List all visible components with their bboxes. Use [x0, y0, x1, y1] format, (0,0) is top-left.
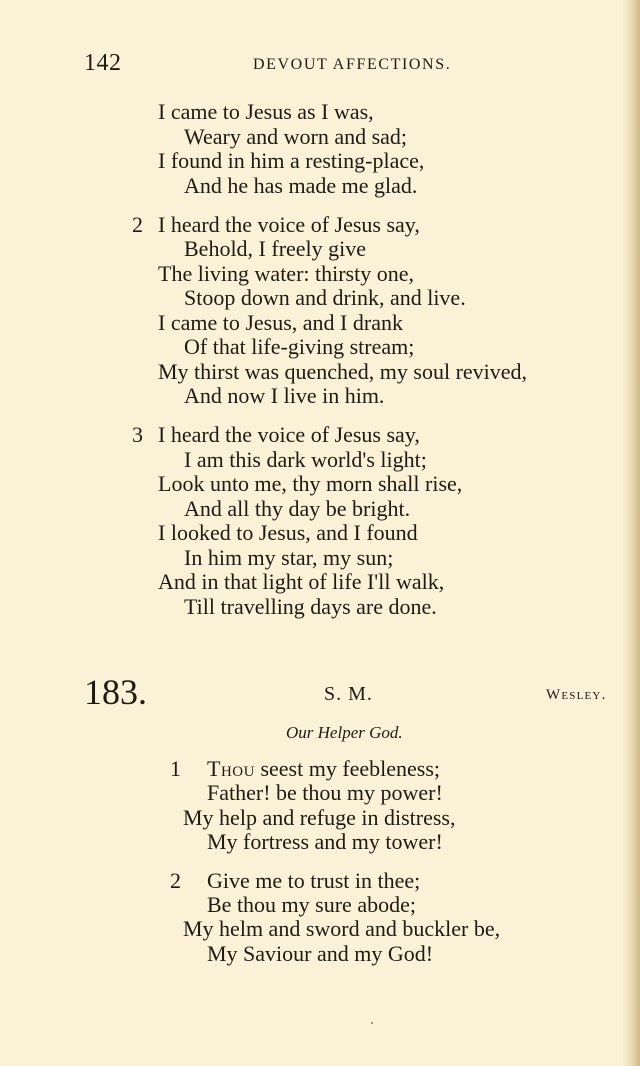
verse-line: I came to Jesus, and I drank — [158, 310, 403, 335]
verse-line: And he has made me glad. — [184, 173, 418, 198]
page-number: 142 — [84, 50, 122, 76]
verse-line: My help and refuge in distress, — [183, 805, 456, 830]
verse-line: I heard the voice of Jesus say, — [158, 212, 420, 237]
page-edge-shadow — [622, 0, 640, 1066]
verse-line: Of that life-giving stream; — [184, 334, 415, 359]
running-title: DEVOUT AFFECTIONS. — [253, 56, 452, 73]
verse-line: Weary and worn and sad; — [184, 124, 408, 149]
verse-line-first — [207, 758, 440, 780]
drop-word: Thou — [207, 756, 255, 781]
verse-line: I came to Jesus as I was, — [158, 99, 374, 124]
verse-line: My Saviour and my God! — [207, 941, 434, 966]
verse-line: Look unto me, thy morn shall rise, — [158, 471, 463, 496]
page-header — [0, 48, 640, 80]
verse-line: I looked to Jesus, and I found — [158, 520, 418, 545]
page-mark — [371, 1022, 373, 1024]
stanza-number: 3 — [132, 422, 143, 447]
stanza-number: 1 — [170, 756, 181, 781]
verse-line: And all thy day be bright. — [184, 496, 411, 521]
hymn-meter: S. M. — [324, 683, 373, 705]
verse-line: I am this dark world's light; — [184, 447, 427, 472]
hymn-author: Wesley. — [546, 687, 607, 703]
verse-line: My helm and sword and buckler be, — [183, 916, 501, 941]
verse-line: Be thou my sure abode; — [207, 892, 416, 917]
verse-line: The living water: thirsty one, — [158, 261, 414, 286]
verse-line: And now I live in him. — [184, 383, 385, 408]
stanza-number: 2 — [170, 868, 181, 893]
stanza-number: 2 — [132, 212, 143, 237]
verse-line-rest: seest my feebleness; — [254, 756, 441, 781]
verse-line: Give me to trust in thee; — [207, 868, 421, 893]
verse-line: Stoop down and drink, and live. — [184, 285, 466, 310]
verse-line: In him my star, my sun; — [184, 545, 394, 570]
hymn-number: 183. — [84, 672, 147, 712]
verse-line: I heard the voice of Jesus say, — [158, 422, 420, 447]
verse-line: My fortress and my tower! — [207, 829, 443, 854]
verse-line: Father! be thou my power! — [207, 780, 443, 805]
verse-line: Till travelling days are done. — [184, 594, 437, 619]
verse-line: I found in him a resting-place, — [158, 148, 425, 173]
verse-line: And in that light of life I'll walk, — [158, 569, 445, 594]
verse-line: Behold, I freely give — [184, 236, 367, 261]
verse-line: My thirst was quenched, my soul revived, — [158, 359, 528, 384]
hymn-title: Our Helper God. — [286, 723, 403, 742]
